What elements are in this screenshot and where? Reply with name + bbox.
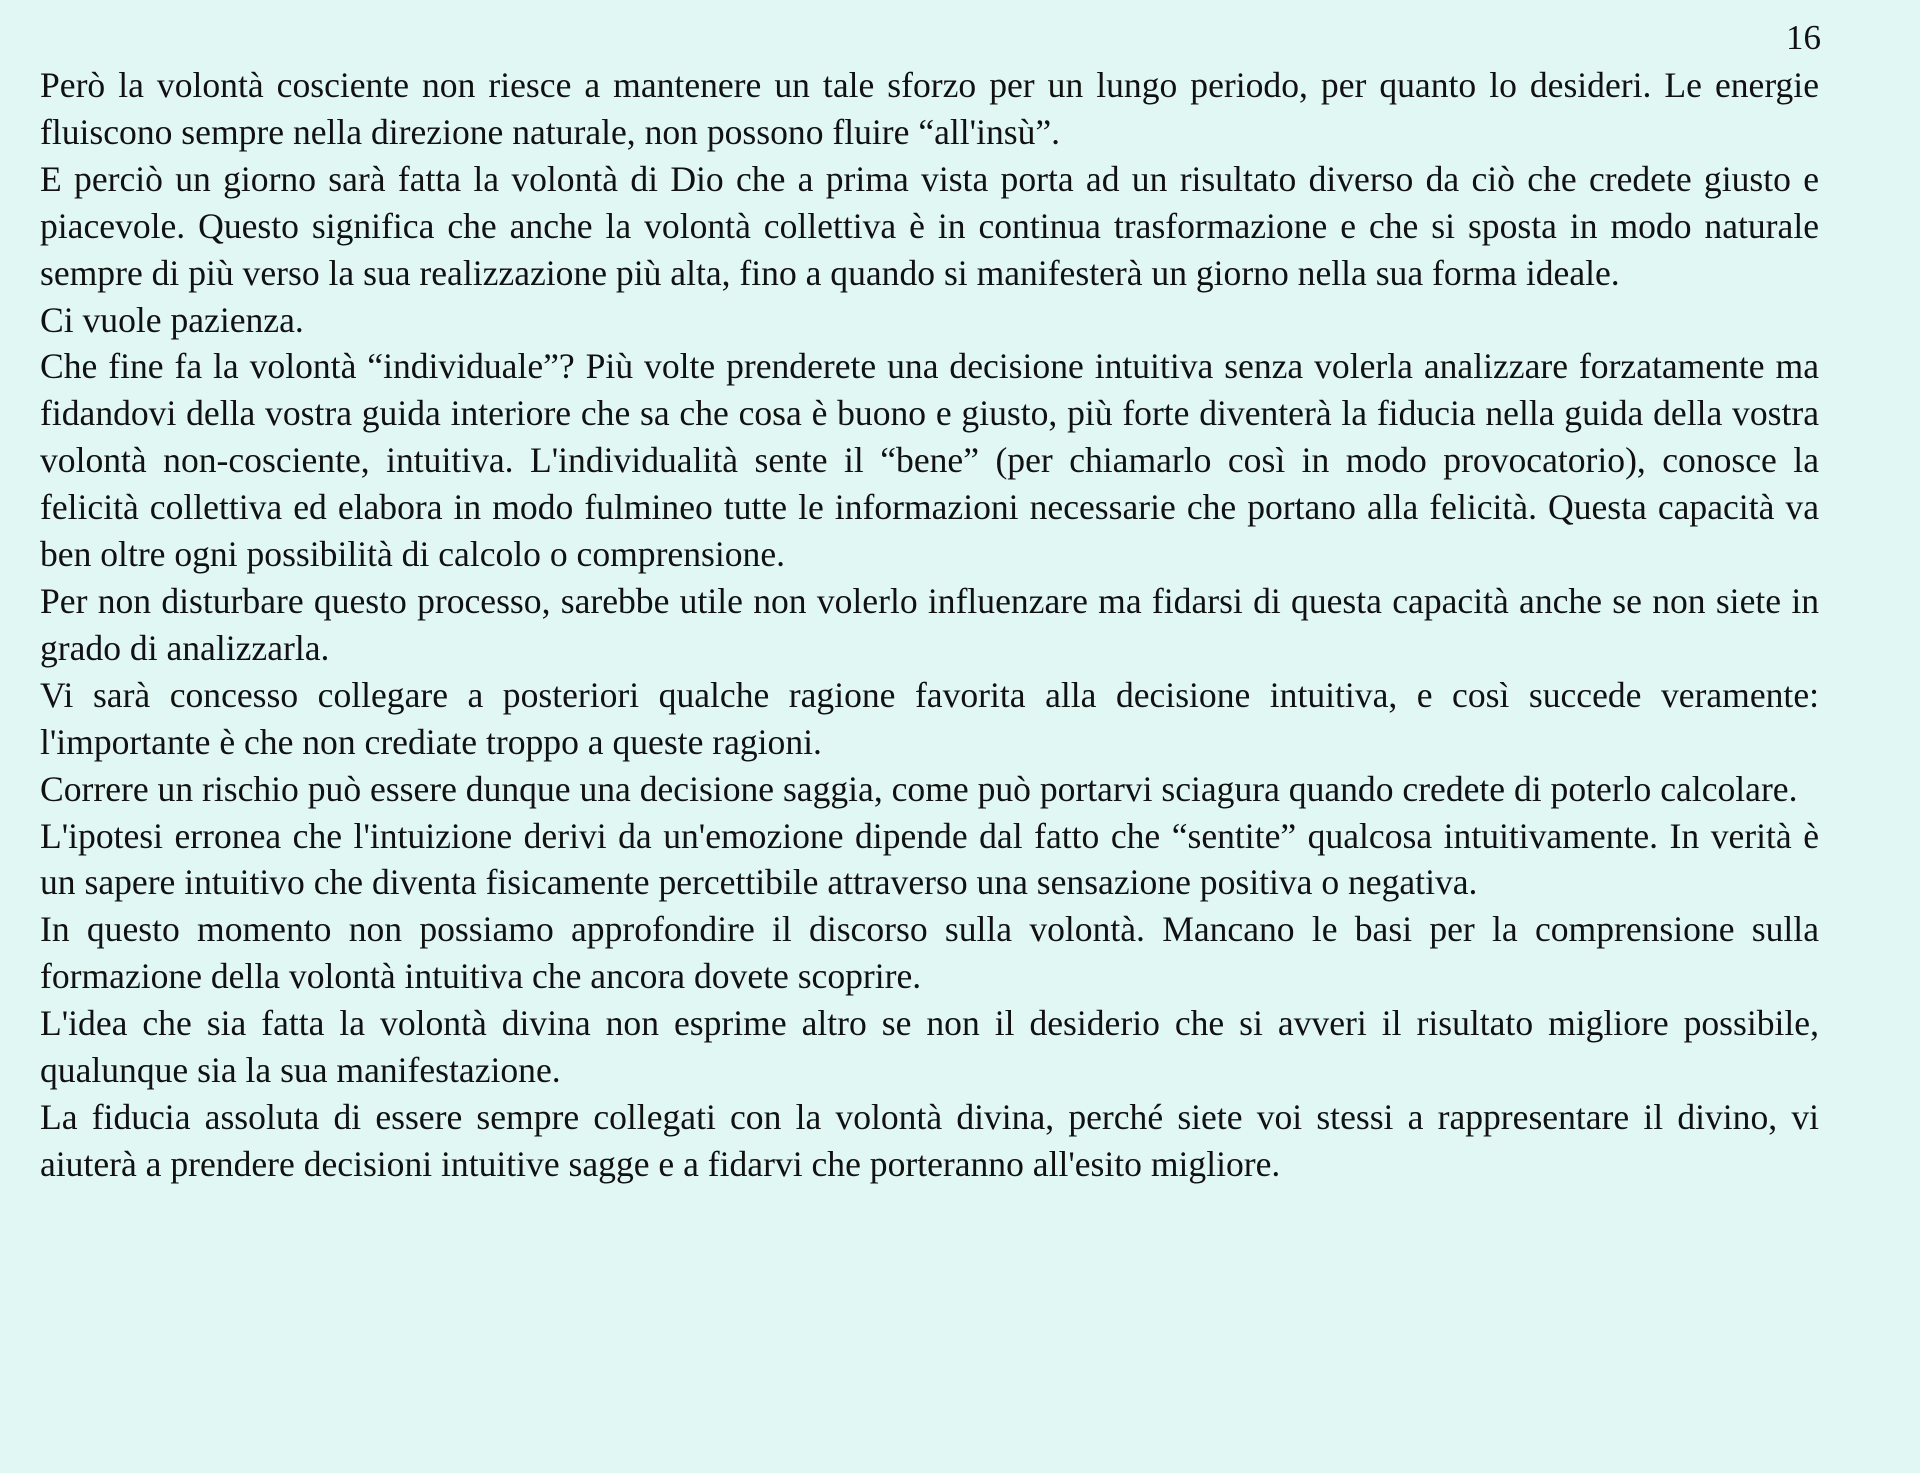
- paragraph: In questo momento non possiamo approfondire il discorso sulla volontà. Mancano le basi per la comprensione sulla formazione della volontà intuitiva che ancora dovete scoprire.: [40, 909, 1819, 997]
- document-body: [40, 62, 1819, 1188]
- paragraph: Per non disturbare questo processo, sarebbe utile non volerlo influenzare ma fidarsi di questa capacità anche se non siete in grado di analizzarla.: [40, 580, 1819, 668]
- paragraph: La fiducia assoluta di essere sempre collegati con la volontà divina, perché siete voi stessi a rappresentare il divino, vi aiuterà a prendere decisioni intuitive sagge e a fidarvi che porteranno all'esito migliore.: [40, 1096, 1819, 1184]
- paragraph: Ci vuole pazienza.: [40, 299, 304, 340]
- paragraph: Che fine fa la volontà “individuale”? Più volte prenderete una decisione intuitiva senza volerla analizzare forzatamente ma fidandovi della vostra guida interiore che sa che cosa è buono e giusto, più forte diventerà la fiducia nella guida della vostra volontà non-cosciente, intuitiva. L'individualità sente il “bene” (per chiamarlo così in modo provocatorio), conosce la felicità collettiva ed elabora in modo fulmineo tutte le informazioni necessarie che portano alla felicità. Questa capacità va ben oltre ogni possibilità di calcolo o comprensione.: [40, 346, 1819, 575]
- paragraph: L'idea che sia fatta la volontà divina non esprime altro se non il desiderio che si avveri il risultato migliore possibile, qualunque sia la sua manifestazione.: [40, 1003, 1819, 1091]
- paragraph: L'ipotesi erronea che l'intuizione derivi da un'emozione dipende dal fatto che “sentite” qualcosa intuitivamente. In verità è un sapere intuitivo che diventa fisicamente percettibile attraverso una sensazione positiva o negativa.: [40, 815, 1819, 903]
- paragraph: Vi sarà concesso collegare a posteriori qualche ragione favorita alla decisione intuitiva, e così succede veramente: l'importante è che non crediate troppo a queste ragioni.: [40, 674, 1819, 762]
- paragraph: E perciò un giorno sarà fatta la volontà di Dio che a prima vista porta ad un risultato diverso da ciò che credete giusto e piacevole. Questo significa che anche la volontà collettiva è in continua trasformazione e che si sposta in modo naturale sempre di più verso la sua realizzazione più alta, fino a quando si manifesterà un giorno nella sua forma ideale.: [40, 158, 1819, 293]
- paragraph: Però la volontà cosciente non riesce a mantenere un tale sforzo per un lungo periodo, per quanto lo desideri. Le energie fluiscono sempre nella direzione naturale, non possono fluire “all'insù”.: [40, 65, 1819, 152]
- paragraph: Correre un rischio può essere dunque una decisione saggia, come può portarvi sciagura quando credete di poterlo calcolare.: [40, 768, 1798, 809]
- page-number: 16: [1786, 18, 1821, 57]
